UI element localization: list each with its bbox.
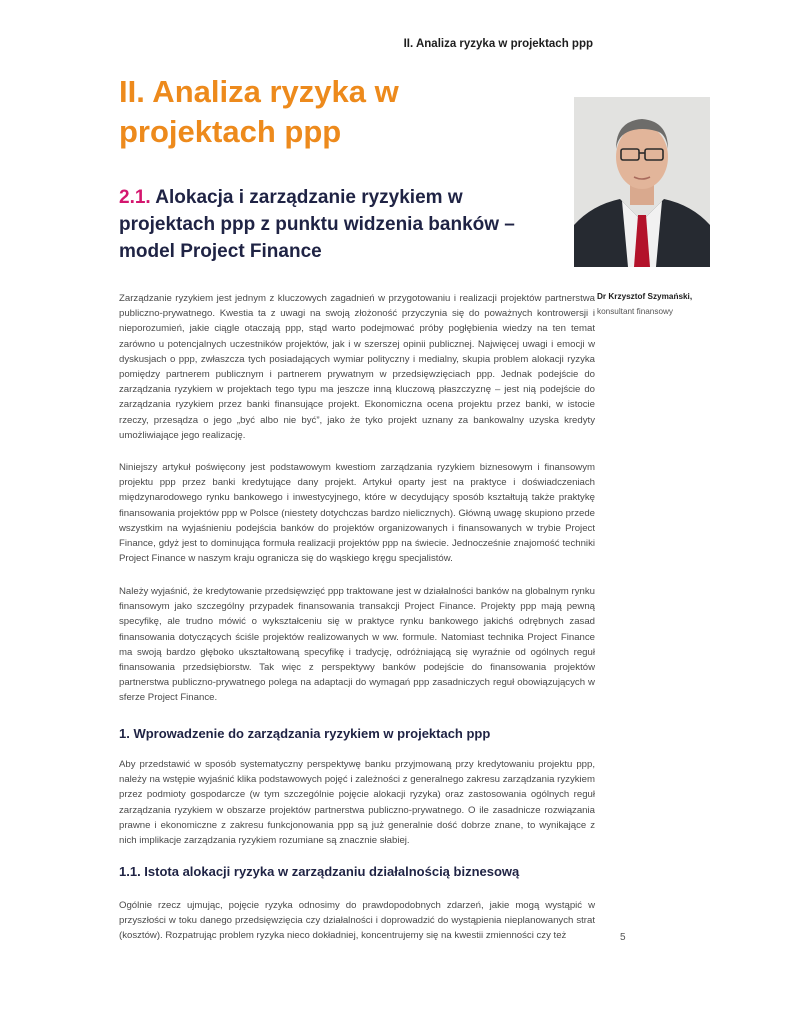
- author-photo: [574, 97, 710, 267]
- author-name: Dr Krzysztof Szymański,: [597, 292, 693, 301]
- running-head: II. Analiza ryzyka w projektach ppp: [403, 38, 593, 50]
- paragraph-scope: Niniejszy artykuł poświęcony jest podstawowym kwestiom zarządzania ryzykiem biznesowym i finansowym projektu ppp przez banki kredytujące dany projekt. Artykuł oparty jest na praktyce i doświadczeniach międzynarodowego rynku bankowego i inwestycyjnego, które w decydujący sposób kształtują także praktykę finansowania projektów ppp w Polsce (niestety dotychczas bardzo nielicznych). Główną uwagę skupiono przede wszystkim na wyjaśnieniu podejścia banków do projektów organizowanych i finansowanych w trybie Project Finance, gdyż jest to dominująca formuła realizacji projektów ppp na świecie. Jednocześnie znajomość techniki Project Finance w naszym kraju ogranicza się do wąskiego kręgu specjalistów.: [119, 462, 595, 565]
- section-title-text: Alokacja i zarządzanie ryzykiem w projektach ppp z punktu widzenia banków – model Project Finance: [119, 187, 515, 262]
- section-title: [119, 184, 539, 265]
- subsection-heading-1-1: 1.1. Istota alokacji ryzyka w zarządzaniu działalnością biznesową: [119, 864, 520, 879]
- paragraph-intro: Zarządzanie ryzykiem jest jednym z kluczowych zagadnień w przygotowaniu i realizacji projektów partnerstwa publiczno-prywatnego. Kwestia ta z uwagi na swoją złożoność przyczynia się do poważnych kontrowersji i nieporozumień, jakie ciągle otaczają ppp, stąd warto podejmować próby pogłębienia wiedzy na ten temat zarówno u potencjalnych uczestników projektów, jak i w szerszej opinii publicznej. Najwięcej uwagi i emocji w dyskusjach o ppp, zwłaszcza tych posiadających wymiar polityczny i medialny, skupia problem alokacji ryzyka pomiędzy partnerem publicznym i partnerem prywatnym w przedsięwzięciach ppp. Jednak podejście do zarządzania ryzykiem w projektach tego typu ma jeszcze inną kluczową płaszczyznę – jest nią podejście do zarządzania ryzykiem przez banki finansujące projekt. Ekonomiczna ocena projektu przez banki, w istocie rzeczy, przesądza o jego „być albo nie być”, jako że tyko projekt uznany za bankowalny uzyska kredyty umożliwiające jego realizację.: [119, 293, 595, 441]
- subsection-text-1-1: Ogólnie rzecz ujmując, pojęcie ryzyka odnosimy do prawdopodobnych zdarzeń, jakie mogą wystąpić w przyszłości w toku danego przedsięwzięcia czy działalności i doprowadzić do wystąpienia nieplanowanych strat (kosztów). Rozpatrując problem ryzyka nieco dokładniej, koncentrujemy się na kwestii zmienności czy też: [119, 900, 595, 942]
- chapter-title: II. Analiza ryzyka w projektach ppp: [119, 74, 399, 149]
- page-number: 5: [620, 932, 626, 943]
- author-role: konsultant finansowy: [597, 307, 674, 316]
- subsection-text-1: Aby przedstawić w sposób systematyczny perspektywę banku przyjmowaną przy kredytowaniu projektu ppp, należy na wstępie wyjaśnić klika podstawowych pojęć i zależności z generalnego zakresu zarządzania ryzykiem przez podmioty gospodarcze (w tym szczególnie pojęcie alokacji ryzyka) oraz zastosowania ogólnych reguł zarządzania ryzykiem w obszarze projektów partnerstwa publiczno-prywatnego. O ile zasadnicze rozwiązania prawne i ekonomiczne z zakresu funkcjonowania ppp są już generalnie dość dobrze znane, to wynikające z nich implikacje zarządzania ryzykiem rozumiane są znacznie słabiej.: [119, 759, 595, 847]
- subsection-heading-1: 1. Wprowadzenie do zarządzania ryzykiem w projektach ppp: [119, 726, 491, 741]
- paragraph-project-finance: Należy wyjaśnić, że kredytowanie przedsięwzięć ppp traktowane jest w działalności banków na globalnym rynku finansowym jako szczególny przypadek finansowania transakcji Project Finance. Projekty ppp mają pewną specyfikę, ale trudno mówić o wykształceniu się w praktyce rynku bankowego jakichś odrębnych zasad finansowania dotyczących ściśle projektów realizowanych w ww. formule. Natomiast technika Project Finance ma swoją bardzo głęboko ukształtowaną specyfikę i tradycję, odróżniającą się wyraźnie od ogólnych reguł finansowania przedsiębiorstw. Tak więc z perspektywy banków podejście do finansowania projektów partnerstwa publiczno-prywatnego polega na adaptacji do wymagań ppp zasadniczych reguł obowiązujących w sferze Project Finance.: [119, 586, 595, 704]
- section-number: 2.1.: [119, 187, 151, 208]
